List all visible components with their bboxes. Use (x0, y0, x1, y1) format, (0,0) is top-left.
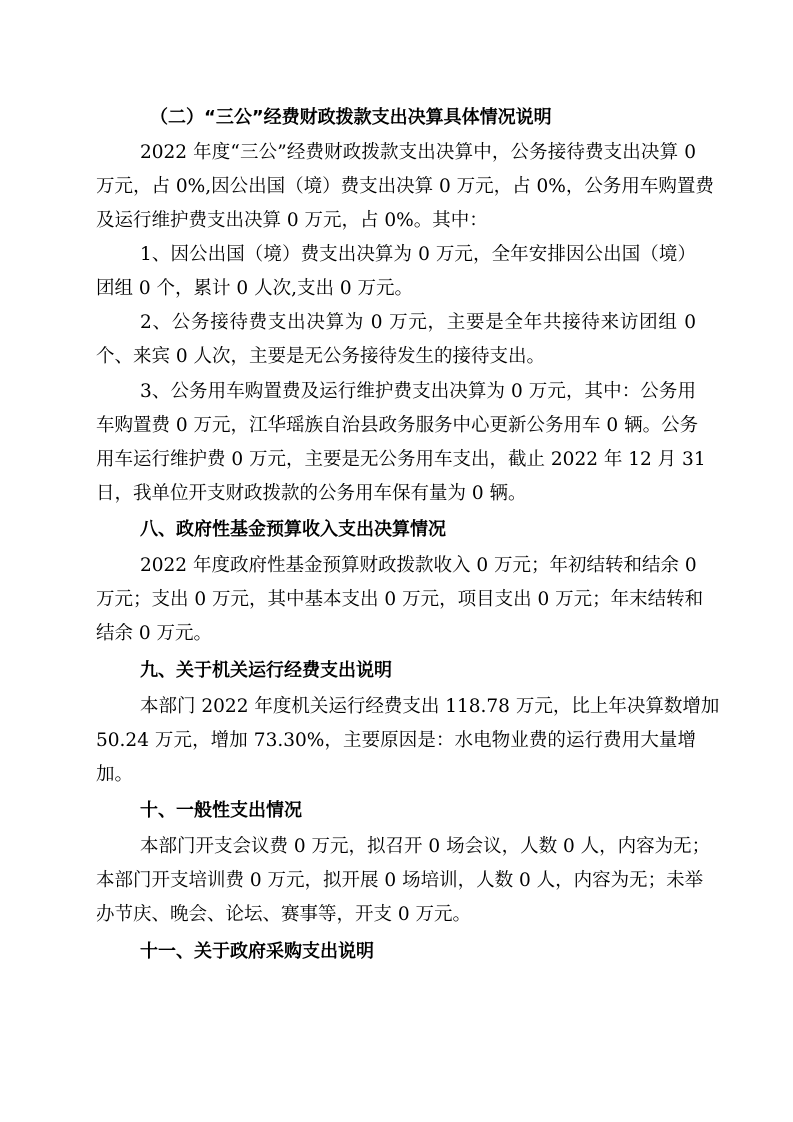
paragraph-line: 结余 0 万元。 (96, 623, 213, 644)
paragraph-line: 及运行维护费支出决算 0 万元，占 0%。其中： (96, 210, 488, 231)
paragraph-line: 车购置费 0 万元，江华瑶族自治县政务服务中心更新公务用车 0 辆。公务 (96, 415, 699, 436)
paragraph-line: 万元，占 0%,因公出国（境）费支出决算 0 万元，占 0%，公务用车购置费 (96, 176, 714, 197)
paragraph-line: 2022 年度“三公”经费财政拨款支出决算中，公务接待费支出决算 0 (140, 142, 696, 163)
section-heading-procurement: 十一、关于政府采购支出说明 (140, 941, 374, 962)
paragraph-line: 团组 0 个，累计 0 人次,支出 0 万元。 (96, 278, 413, 299)
paragraph-line: 用车运行维护费 0 万元，主要是无公务用车支出，截止 2022 年 12 月 31 (96, 449, 706, 470)
paragraph-line: 本部门开支会议费 0 万元，拟召开 0 场会议，人数 0 人，内容为无； (140, 836, 711, 857)
paragraph-line: 个、来宾 0 人次，主要是无公务接待发生的接待支出。 (96, 346, 546, 367)
section-heading-operation: 九、关于机关运行经费支出说明 (140, 660, 392, 681)
section-heading-sanggong: （二）“三公”经费财政拨款支出决算具体情况说明 (150, 107, 552, 128)
paragraph-line: 日，我单位开支财政拨款的公务用车保有量为 0 辆。 (96, 483, 527, 504)
paragraph-line: 2、公务接待费支出决算为 0 万元，主要是全年共接待来访团组 0 (140, 312, 696, 333)
paragraph-line: 加。 (96, 764, 134, 785)
section-heading-general: 十、一般性支出情况 (140, 800, 302, 821)
paragraph-line: 2022 年度政府性基金预算财政拨款收入 0 万元；年初结转和结余 0 (140, 555, 697, 576)
paragraph-line: 3、公务用车购置费及运行维护费支出决算为 0 万元，其中：公务用 (140, 381, 696, 402)
paragraph-line: 本部门开支培训费 0 万元，拟开展 0 场培训，人数 0 人，内容为无；未举 (96, 870, 704, 891)
paragraph-line: 50.24 万元，增加 73.30%，主要原因是：水电物业费的运行费用大量增 (96, 730, 696, 751)
paragraph-line: 本部门 2022 年度机关运行经费支出 118.78 万元，比上年决算数增加 (140, 696, 720, 717)
paragraph-line: 办节庆、晚会、论坛、赛事等，开支 0 万元。 (96, 904, 472, 925)
paragraph-line: 万元；支出 0 万元，其中基本支出 0 万元，项目支出 0 万元；年末结转和 (96, 589, 704, 610)
section-heading-fund: 八、政府性基金预算收入支出决算情况 (140, 519, 446, 540)
paragraph-line: 1、因公出国（境）费支出决算为 0 万元，全年安排因公出国（境） (140, 244, 696, 265)
